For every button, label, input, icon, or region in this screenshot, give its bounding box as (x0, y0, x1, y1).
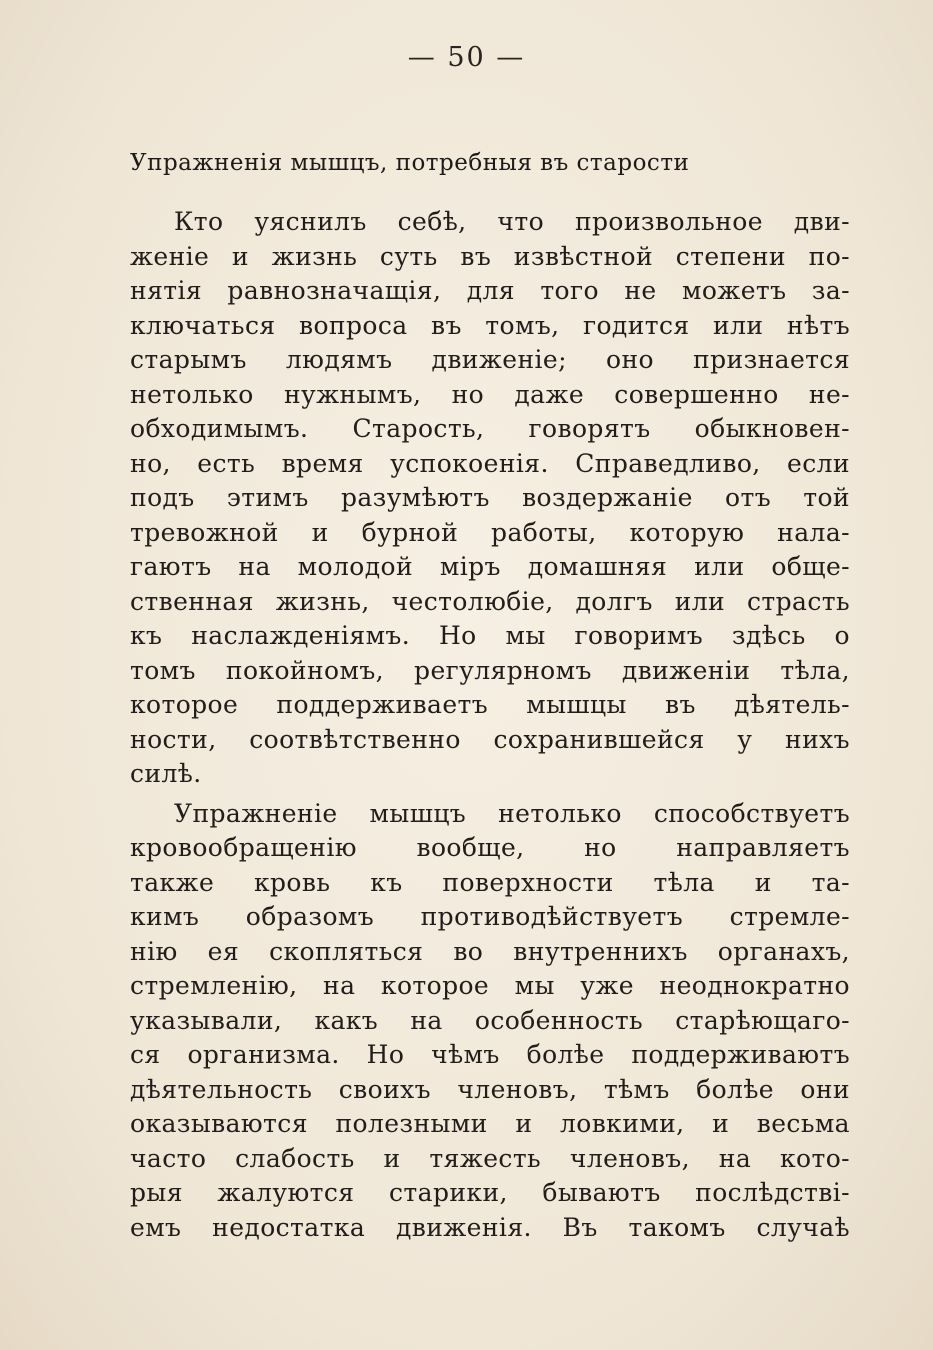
text-line: женіе и жизнь суть въ извѣстной степени по- (130, 241, 850, 271)
body-text (130, 205, 850, 1245)
text-line: томъ покойномъ, регулярномъ движеніи тѣла, (130, 655, 850, 685)
text-line: гаютъ на молодой міръ домашняя или обще- (130, 552, 850, 581)
text-line: нятія равнозначащія, для того не можетъ за- (130, 276, 850, 305)
text-line: указывали, какъ на особенность старѣющаго- (130, 1005, 850, 1035)
text-line: которое поддерживаетъ мышцы въ дѣятель- (130, 690, 850, 719)
text-line: рыя жалуются старики, бываютъ послѣдстві- (130, 1178, 850, 1207)
page-number: — 50 — (407, 42, 526, 73)
text-line: къ наслажденіямъ. Но мы говоримъ здѣсь о (130, 621, 850, 650)
text-line: силѣ. (130, 759, 202, 788)
text-line: нію ея скопляться во внутреннихъ органахъ, (130, 936, 850, 966)
text-line: часто слабость и тяжесть членовъ, на кото- (130, 1143, 850, 1173)
text-line: оказываются полезными и ловкими, и весьма (130, 1109, 850, 1138)
paragraph-1 (130, 205, 850, 792)
text-line: нетолько нужнымъ, но даже совершенно не- (130, 379, 850, 409)
text-line: Кто уяснилъ себѣ, что произвольное дви- (174, 207, 850, 236)
text-line: подъ этимъ разумѣютъ воздержаніе отъ той (130, 483, 850, 512)
text-line: ключаться вопроса въ томъ, годится или нѣтъ (130, 310, 850, 340)
text-line: но, есть время успокоенія. Справедливо, если (130, 448, 850, 478)
text-line: дѣятельность своихъ членовъ, тѣмъ болѣе они (130, 1074, 850, 1104)
text-line: тревожной и бурной работы, которую нала- (130, 517, 850, 547)
paragraph-2 (130, 797, 850, 1246)
text-line: также кровь къ поверхности тѣла и та- (130, 867, 850, 897)
text-line: кровообращенію вообще, но направляетъ (130, 833, 850, 862)
text-line: старымъ людямъ движеніе; оно признается (130, 345, 850, 374)
text-line: Упражненіе мышцъ нетолько способствуетъ (174, 798, 850, 828)
text-line: ся организма. Но чѣмъ болѣе поддерживаютъ (130, 1040, 850, 1069)
text-line: обходимымъ. Старость, говорятъ обыкновен- (130, 414, 850, 443)
text-line: кимъ образомъ противодѣйствуетъ стремле- (130, 902, 850, 931)
text-line: ственная жизнь, честолюбіе, долгъ или страсть (130, 586, 850, 616)
text-line: емъ недостатка движенія. Въ такомъ случаѣ (130, 1212, 850, 1242)
text-line: стремленію, на которое мы уже неоднократно (130, 971, 850, 1000)
section-title: Упражненія мышцъ, потребныя въ старости (130, 150, 690, 176)
text-line: ности, соотвѣтственно сохранившейся у нихъ (130, 724, 850, 754)
